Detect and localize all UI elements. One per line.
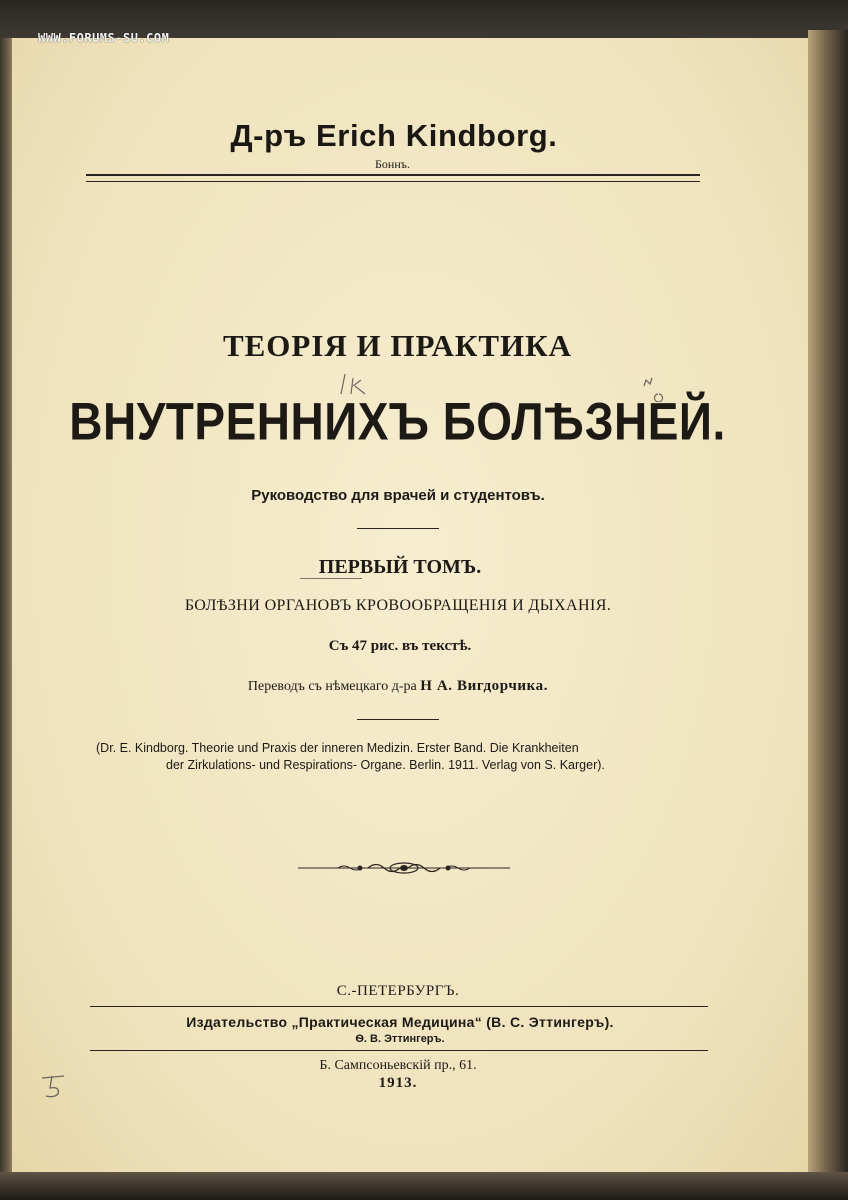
figures-note: Съ 47 рис. въ текстѣ. — [328, 638, 472, 654]
pencil-mark — [38, 1072, 72, 1098]
page-edge — [808, 30, 848, 1180]
volume-label: ПЕРВЫЙ ТОМЪ. — [318, 556, 482, 578]
header-double-rule — [86, 174, 700, 182]
subtitle: Руководство для врачей и студентовъ. — [251, 487, 545, 504]
author-name: Д-ръ Erich Kindborg. — [230, 118, 558, 153]
imprint-rule-top — [90, 1006, 708, 1007]
translator-name: Н А. Вигдорчика. — [420, 678, 549, 694]
publication-year: 1913. — [378, 1075, 418, 1091]
imprint-rule-bottom — [90, 1050, 708, 1051]
divider-2 — [357, 719, 439, 720]
pencil-underline — [300, 578, 362, 579]
translation-credit — [0, 678, 796, 695]
volume-part: БОЛѢЗНИ ОРГАНОВЪ КРОВООБРАЩЕНІЯ И ДЫХАНІЯ. — [184, 597, 612, 614]
title-line-2: ВНУТРЕННИХЪ БОЛѢЗНЕЙ. — [69, 391, 726, 451]
printer: Ѳ. В. Эттингеръ. — [355, 1033, 445, 1045]
translation-prefix: Переводъ съ нѣмецкаго д-ра — [247, 679, 417, 694]
original-edition-line-2: der Zirkulations- und Respirations- Organe. Berlin. 1911. Verlag von S. Karger). — [166, 758, 605, 772]
author-city: Боннъ. — [375, 157, 410, 171]
scan-bottom-border — [0, 1172, 848, 1200]
title-line-1: ТЕОРІЯ И ПРАКТИКА — [222, 328, 573, 363]
ornament-divider-icon — [298, 860, 510, 876]
divider — [357, 528, 439, 529]
publisher-address: Б. Сампсоньевскій пр., 61. — [319, 1058, 477, 1073]
publication-city: С.-ПЕТЕРБУРГЪ. — [336, 983, 460, 999]
original-edition-note — [96, 740, 736, 774]
pencil-annotation — [335, 368, 375, 398]
publisher: Издательство „Практическая Медицина“ (В. С. Эттингеръ). — [186, 1014, 614, 1030]
pencil-annotation-2 — [640, 372, 674, 402]
original-edition-line-1: (Dr. E. Kindborg. Theorie und Praxis der inneren Medizin. Erster Band. Die Krankheiten — [96, 741, 579, 755]
watermark: WWW.FORUMS-SU.COM — [38, 31, 170, 45]
